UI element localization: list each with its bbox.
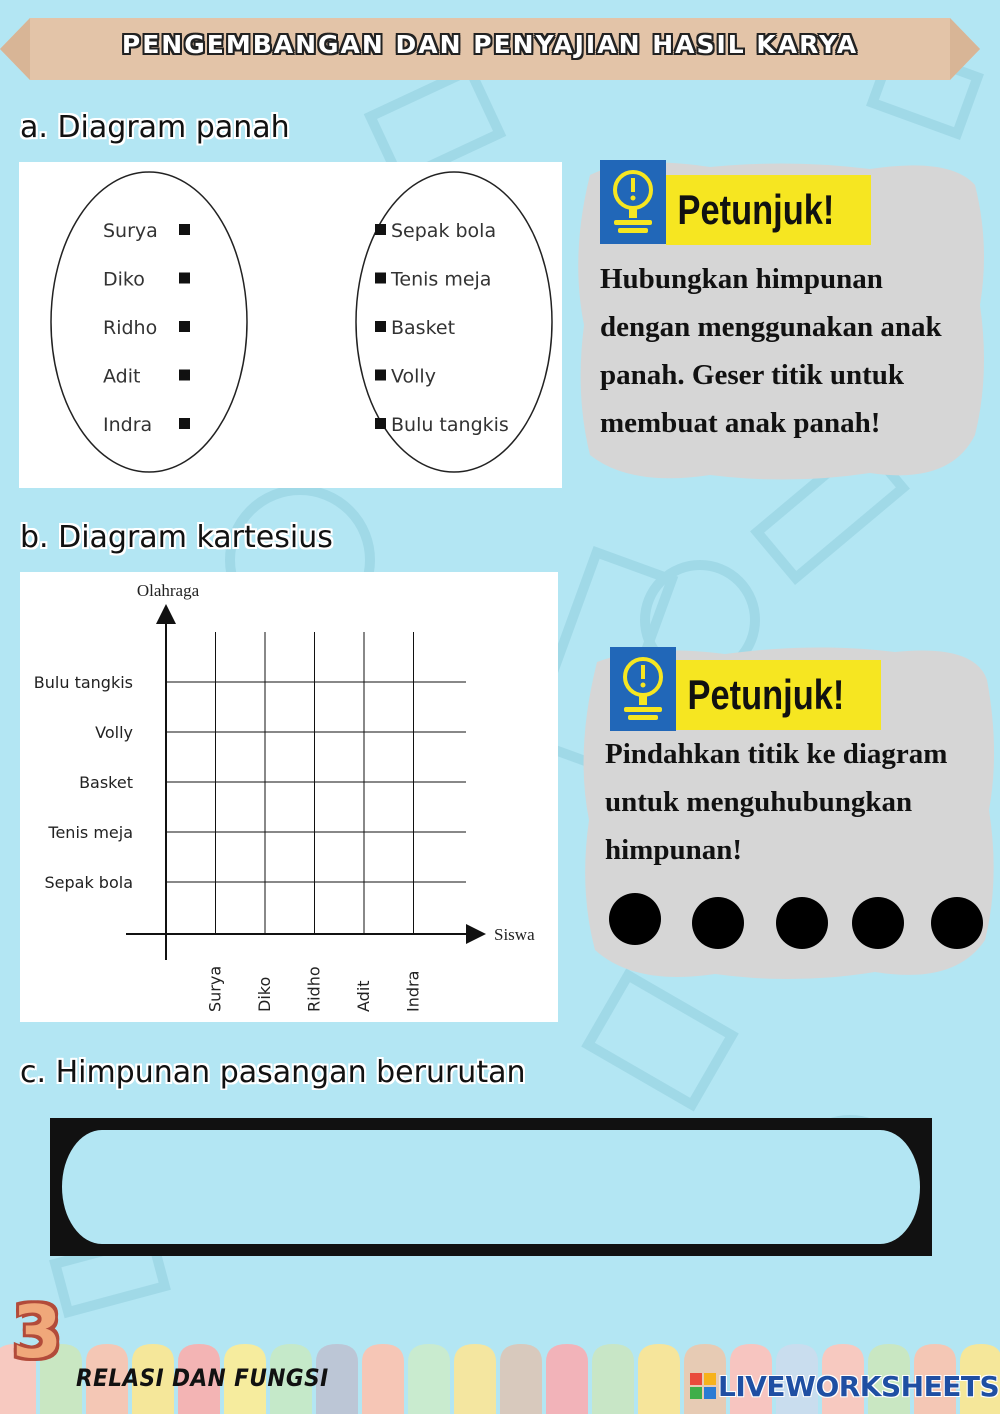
right-set-anchor-point[interactable] xyxy=(375,418,386,429)
hint-line: untuk menguhubungkan xyxy=(605,786,913,818)
y-tick-label: Basket xyxy=(79,773,133,792)
right-set-item: Sepak bola xyxy=(391,220,497,242)
x-axis-label: Siswa xyxy=(494,925,535,944)
x-tick-label: Adit xyxy=(354,980,373,1012)
left-set-anchor-point[interactable] xyxy=(179,321,190,332)
left-set-anchor-point[interactable] xyxy=(179,370,190,381)
fence-picket xyxy=(638,1344,680,1414)
right-set-anchor-point[interactable] xyxy=(375,321,386,332)
hint-icon-box xyxy=(610,647,676,731)
x-tick-label: Diko xyxy=(255,976,274,1012)
hint-badge: Petunjuk! xyxy=(676,660,881,730)
fence-picket xyxy=(546,1344,588,1414)
hint-line: himpunan! xyxy=(605,834,743,866)
arrow-diagram-panel xyxy=(19,162,562,488)
hint-badge: Petunjuk! xyxy=(666,175,871,245)
draggable-dot[interactable] xyxy=(609,893,661,945)
alert-bulb-icon xyxy=(600,160,666,244)
arrow-diagram xyxy=(19,162,562,488)
left-set-anchor-point[interactable] xyxy=(179,224,190,235)
right-set-item: Tenis meja xyxy=(391,268,492,291)
y-tick-label: Tenis meja xyxy=(48,823,133,842)
x-tick-labels xyxy=(206,966,423,1012)
left-set-anchor-point[interactable] xyxy=(179,273,190,284)
right-set-anchor-point[interactable] xyxy=(375,224,386,235)
brand-name: LIVEWORKSHEETS xyxy=(718,1370,1000,1403)
left-set-item: Diko xyxy=(103,268,145,291)
y-tick-labels xyxy=(34,673,133,892)
draggable-dot[interactable] xyxy=(852,897,904,949)
hint-line: dengan menggunakan anak xyxy=(600,311,942,343)
hint-line: Hubungkan himpunan xyxy=(600,263,883,295)
left-set xyxy=(103,220,190,436)
draggable-dot[interactable] xyxy=(776,897,828,949)
section-title-arrow-diagram: a. Diagram panah xyxy=(20,110,290,145)
right-set xyxy=(375,220,509,436)
fence-picket xyxy=(592,1344,634,1414)
y-tick-label: Volly xyxy=(95,723,133,742)
chapter-number: 3 xyxy=(12,1290,63,1374)
hint-text xyxy=(600,255,990,447)
hint-line: Pindahkan titik ke diagram xyxy=(605,738,948,770)
liveworksheets-icon xyxy=(690,1373,716,1399)
left-set-item: Surya xyxy=(103,220,158,242)
alert-bulb-icon xyxy=(610,647,676,731)
y-axis-label: Olahraga xyxy=(136,581,200,600)
cartesian-diagram xyxy=(20,572,558,1022)
cartesian-grid xyxy=(166,632,466,934)
fence-picket xyxy=(408,1344,450,1414)
cartesian-panel xyxy=(20,572,558,1022)
left-set-item: Adit xyxy=(103,365,141,388)
fence-picket xyxy=(362,1344,404,1414)
left-set-item: Ridho xyxy=(103,317,158,339)
fence-picket xyxy=(500,1344,542,1414)
ordered-pairs-answer-input[interactable] xyxy=(62,1130,920,1244)
section-title-cartesian: b. Diagram kartesius xyxy=(20,520,333,555)
hint-text xyxy=(605,730,1000,874)
fence-picket xyxy=(454,1344,496,1414)
section-title-ordered-pairs: c. Himpunan pasangan berurutan xyxy=(20,1055,526,1090)
draggable-dot[interactable] xyxy=(931,897,983,949)
right-set-anchor-point[interactable] xyxy=(375,273,386,284)
y-tick-label: Bulu tangkis xyxy=(33,673,133,692)
left-set-anchor-point[interactable] xyxy=(179,418,190,429)
x-tick-label: Indra xyxy=(403,970,423,1012)
x-tick-label: Surya xyxy=(205,965,225,1012)
right-set-item: Basket xyxy=(391,317,456,339)
x-tick-label: Ridho xyxy=(304,966,324,1012)
hint-line: panah. Geser titik untuk xyxy=(600,359,905,391)
right-set-item: Volly xyxy=(391,365,436,388)
left-set-item: Indra xyxy=(103,414,153,436)
ordered-pairs-answer-frame xyxy=(50,1118,932,1256)
page-title: PENGEMBANGAN DAN PENYAJIAN HASIL KARYA xyxy=(121,30,859,59)
y-tick-label: Sepak bola xyxy=(44,873,133,892)
chapter-title: RELASI DAN FUNGSI xyxy=(76,1364,329,1392)
right-set-anchor-point[interactable] xyxy=(375,370,386,381)
draggable-dot[interactable] xyxy=(692,897,744,949)
hint-line: membuat anak panah! xyxy=(600,407,881,439)
hint-icon-box xyxy=(600,160,666,244)
hint-card-1 xyxy=(570,155,990,495)
brand-logo xyxy=(690,1370,999,1403)
right-set-item: Bulu tangkis xyxy=(391,414,509,436)
